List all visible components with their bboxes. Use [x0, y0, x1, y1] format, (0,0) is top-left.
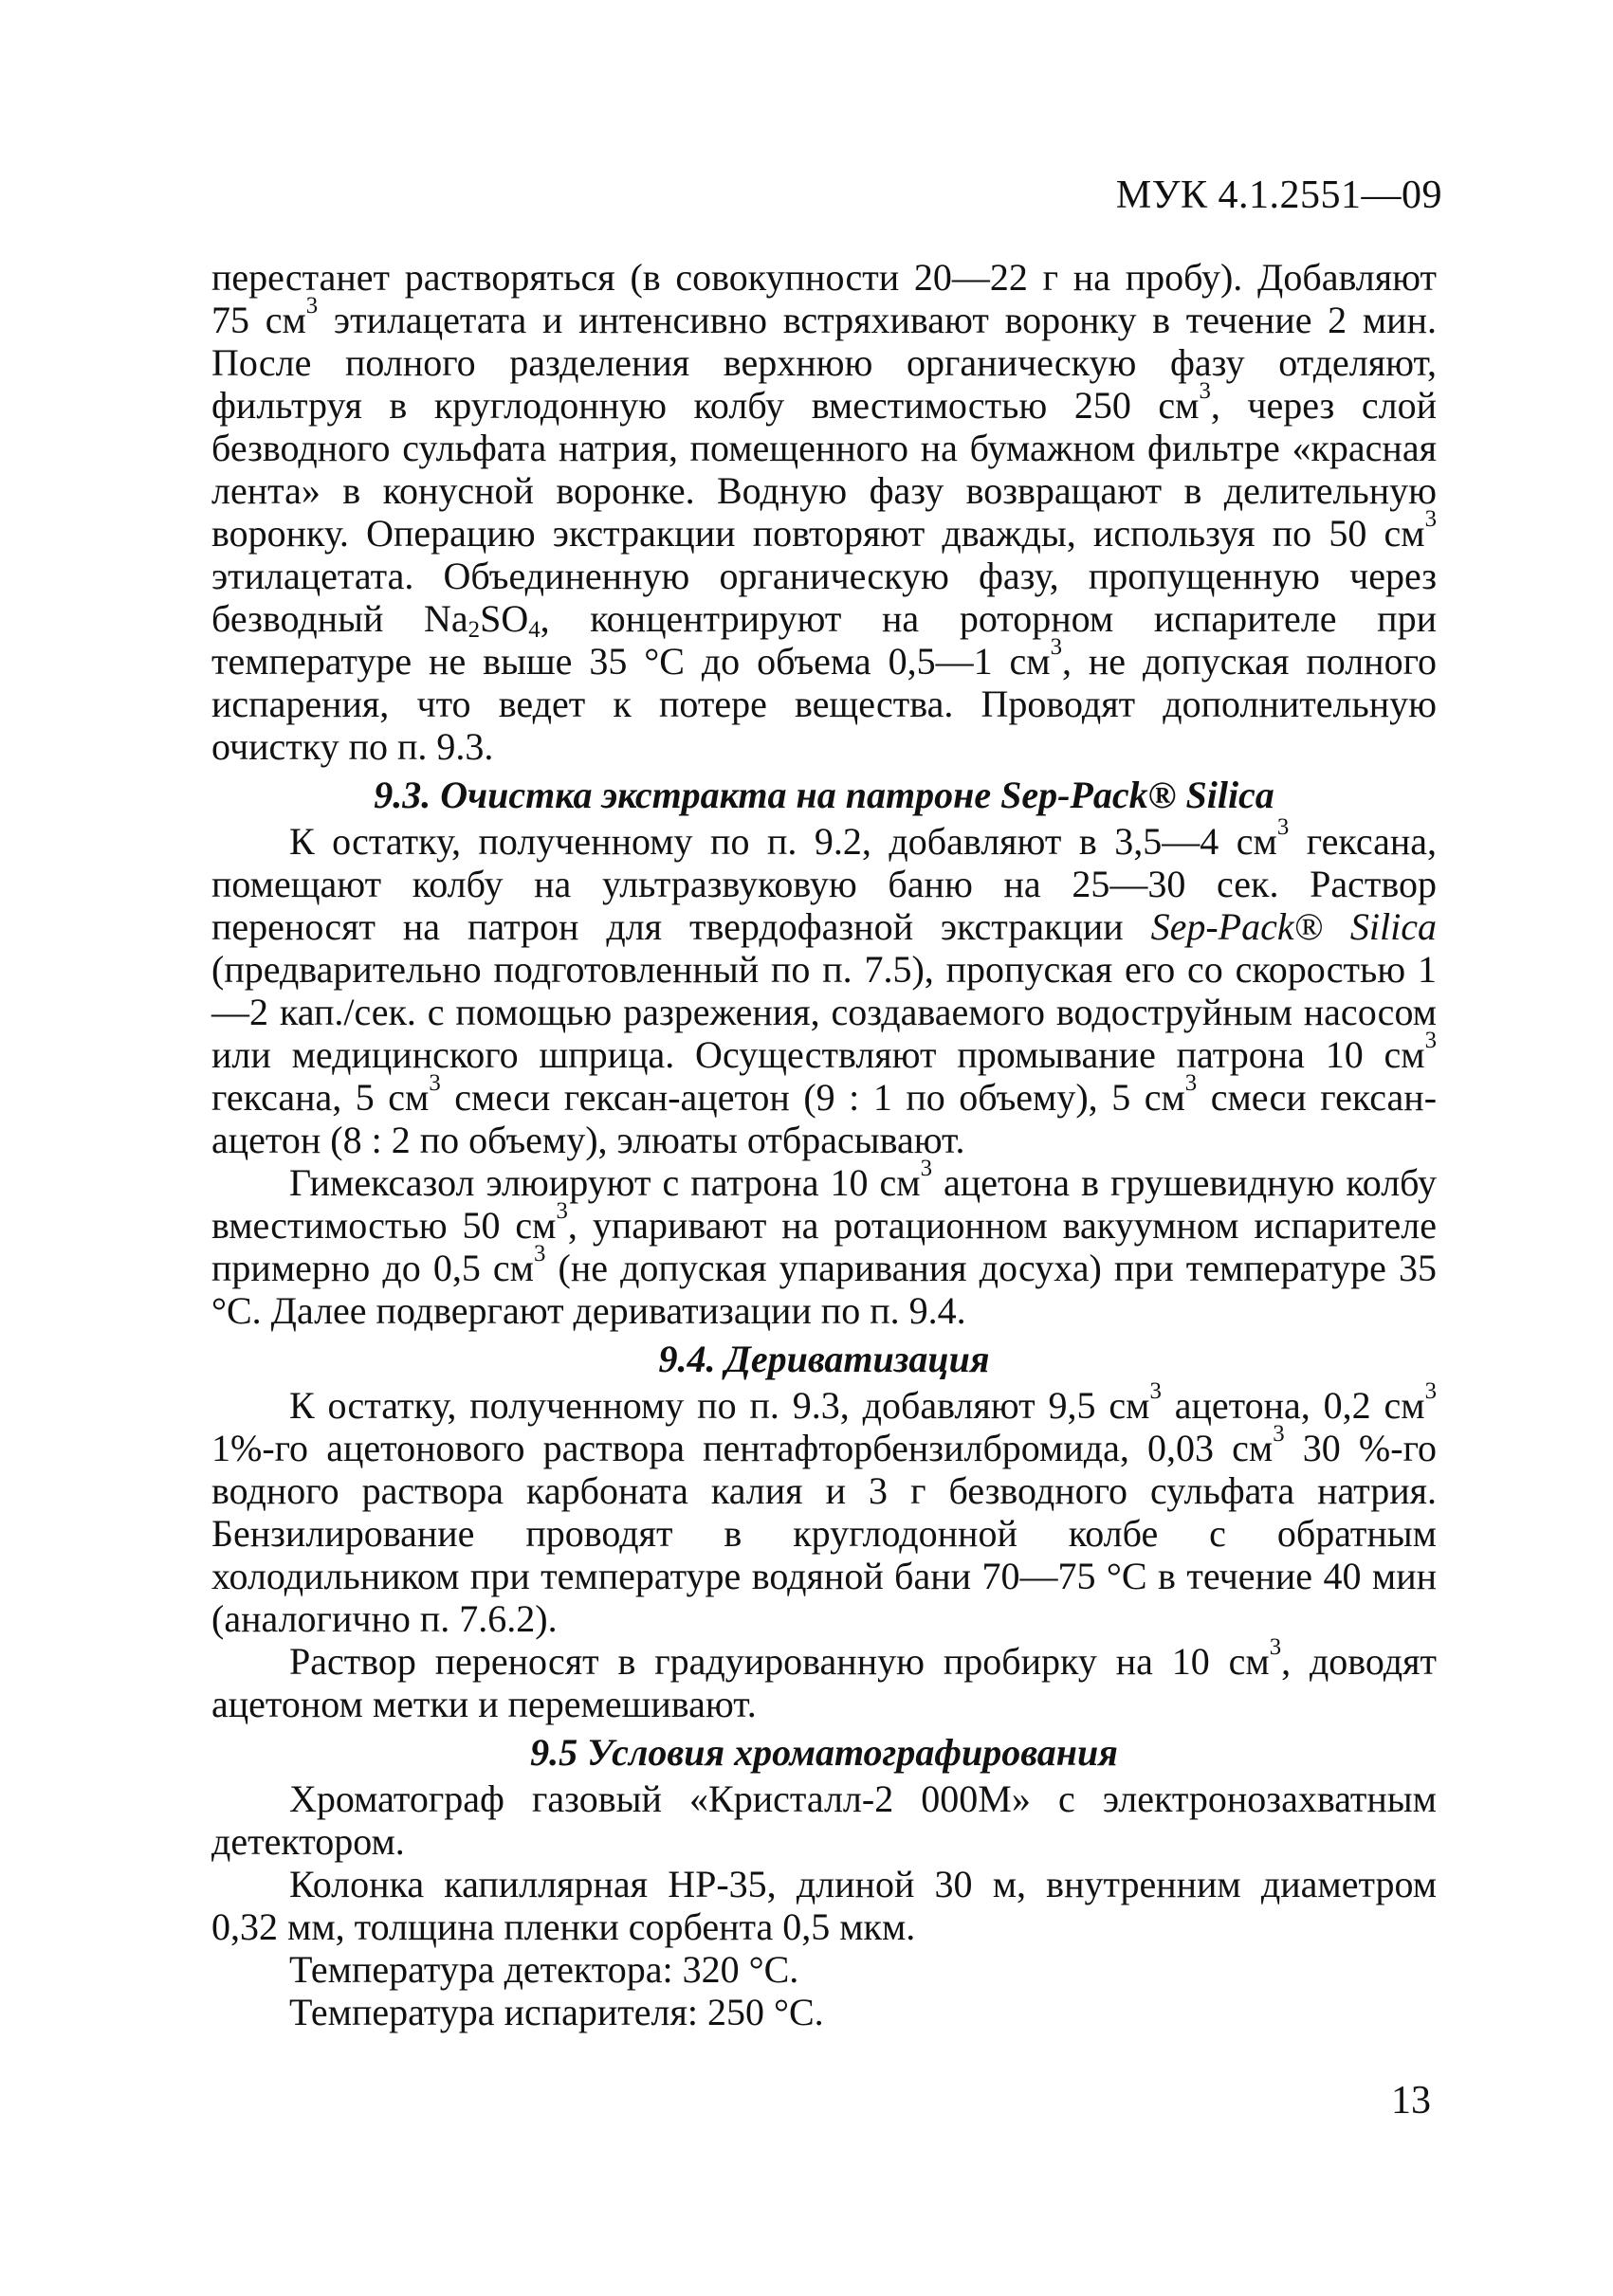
paragraph-detector-temperature: Температура детектора: 320 °С. [289, 1948, 799, 1991]
section-heading-9-3: 9.3. Очистка экстракта на патроне Sep-Pack® Silica [374, 774, 1274, 816]
page-number: 13 [1391, 2079, 1431, 2123]
section-heading-9-4: 9.4. Дериватизация [658, 1338, 990, 1380]
paragraph-column: Колонка капиллярная НР-35, длиной 30 м, внутренним диаметром 0,32 мм, толщина пленки сорбента 0,5 мкм. [211, 1863, 1437, 1948]
section-heading-9-5: 9.5 Условия хроматографирования [530, 1731, 1118, 1774]
paragraph-cleanup: К остатку, полученному по п. 9.2, добавляют в 3,5—4 $см^3$ гексана, помещают колбу на ультразвуковую баню на 25—30 сек. Раствор переносят на патрон для твердофазной экстракции Sep-Pack® Silica (предварительно подготовленный по п. 7.5), пропуская его со скоростью 1—2 кап./сек. с помощью разрежения, создаваемого водоструйным насосом или медицинского шприца. Осуществляют промывание патрона 10 $см^3$ гексана, 5 $см^3$ смеси гексан-ацетон (9 : 1 по объему), 5 $см^3$ смеси гексан-ацетон (8 : 2 по объему), элюаты отбрасывают. [211, 813, 1438, 1161]
page-body [211, 256, 1437, 2033]
paragraph-transfer: Раствор переносят в градуированную пробирку на 10 $см^3$, доводят ацетоном метки и перемешивают. [211, 1633, 1437, 1725]
paragraph-evaporator-temperature: Температура испарителя: 250 °С. [289, 1991, 824, 2033]
document-code-header: МУК 4.1.2551—09 [1115, 173, 1442, 217]
paragraph-chromatograph: Хроматограф газовый «Кристалл-2 000М» с электронозахватным детектором. [211, 1777, 1437, 1863]
paragraph-derivatization: К остатку, полученному по п. 9.3, добавляют 9,5 $см^3$ ацетона, 0,2 $см^3$ 1%-го ацетонового раствора пентафторбензилбромида, 0,03 $см^3$ 30 %-го водного раствора карбоната калия и 3 г безводного сульфата натрия. Бензилирование проводят в круглодонной колбе с обратным холодильником при температуре водяной бани 70—75 °С в течение 40 мин (аналогично п. 7.6.2). [211, 1377, 1437, 1640]
paragraph-elution: Гимексазол элюируют с патрона 10 $см^3$ ацетона в грушевидную колбу вместимостью 50 $см^3$, упаривают на ротационном вакуумном испарителе примерно до 0,5 $см^3$ (не допуская упаривания досуха) при температуре 35 °С. Далее подвергают дериватизации по п. 9.4. [211, 1155, 1438, 1332]
paragraph-extraction: перестанет растворяться (в совокупности 20—22 г на пробу). Добавляют 75 $см^3$ этилацетата и интенсивно встряхивают воронку в течение 2 мин. После полного разделения верхнюю органическую фазу отделяют, фильтруя в круглодонную колбу вместимостью 250 $см^3$, через слой безводного сульфата натрия, помещенного на бумажном фильтре «красная лента» в конусной воронке. Водную фазу возвращают в делительную воронку. Операцию экстракции повторяют дважды, используя по 50 $см^3$ этилацетата. Объединенную органическую фазу, пропущенную через безводный $Na_2SO_4$, концентрируют на роторном испарителе при температуре не выше 35 °С до объема 0,5—1 $см^3$, не допуская полного испарения, что ведет к потере вещества. Проводят дополнительную очистку по п. 9.3. [211, 256, 1438, 768]
